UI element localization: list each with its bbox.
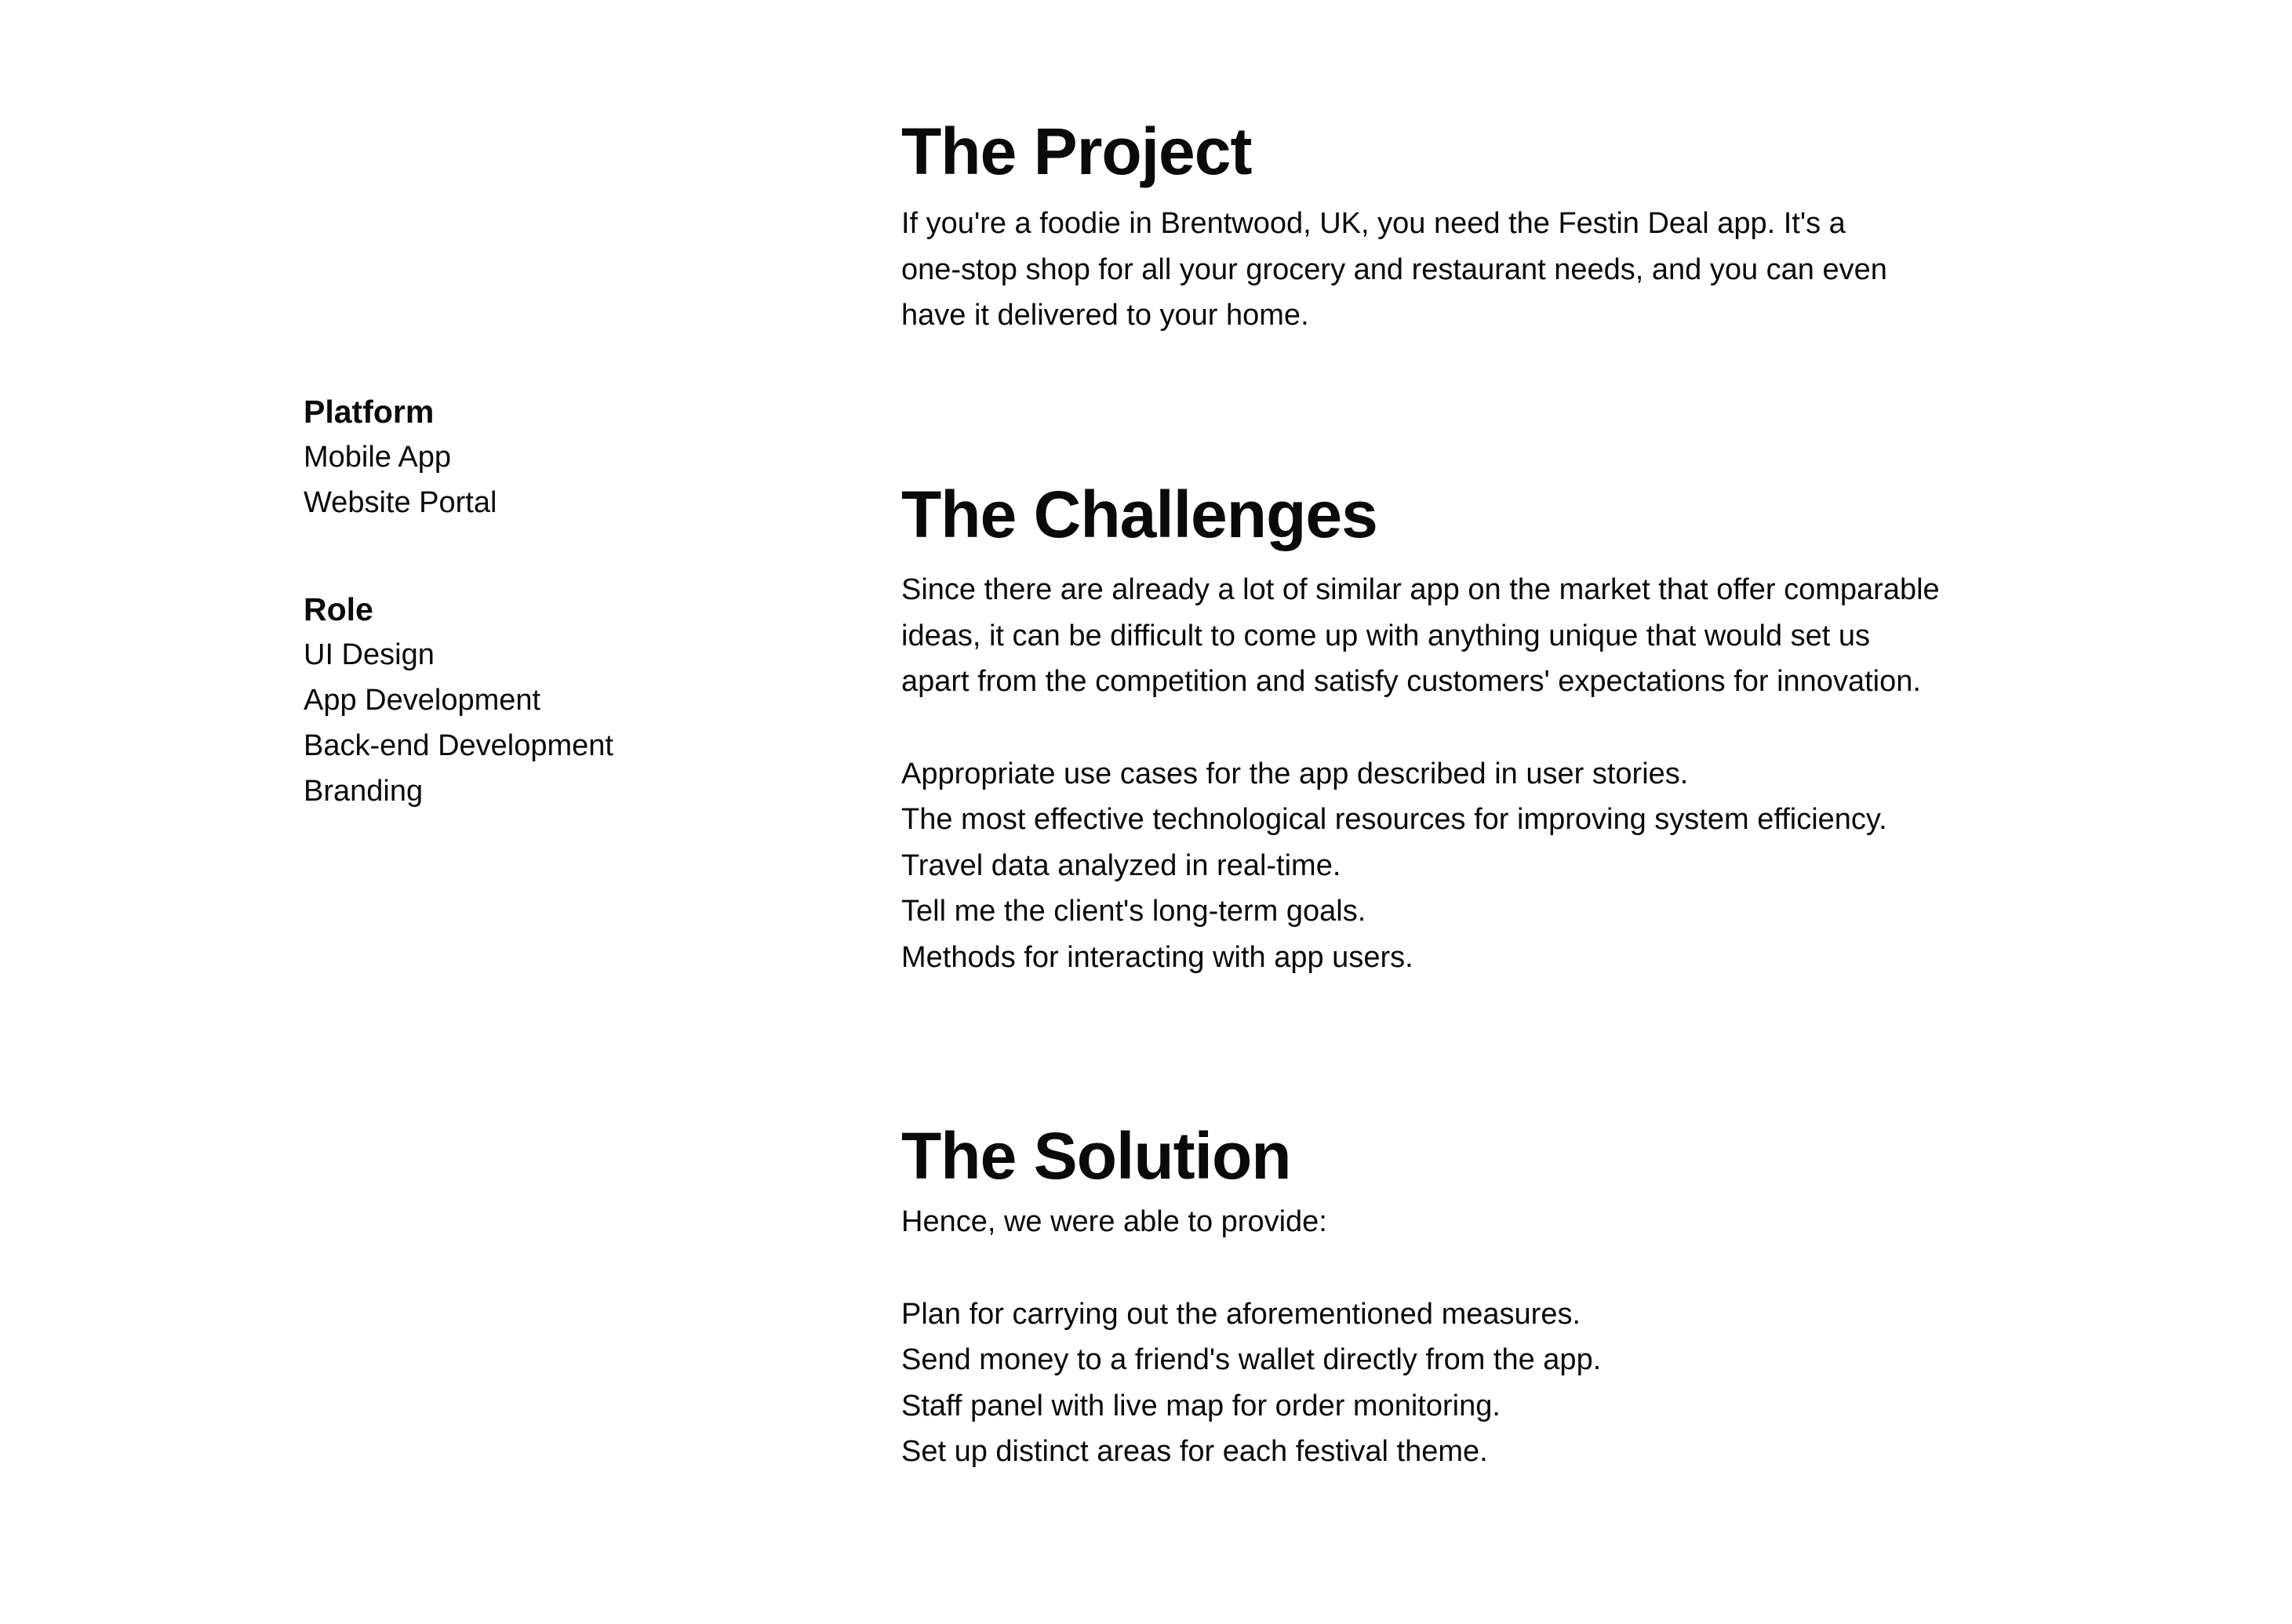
platform-group: [304, 389, 853, 525]
role-item: Branding: [304, 775, 424, 808]
challenges-section: [901, 471, 2015, 980]
platform-item: Mobile App: [304, 441, 452, 474]
project-description-line: have it delivered to your home.: [901, 299, 1309, 332]
project-description-line: one-stop shop for all your grocery and restaurant needs, and you can even: [901, 253, 1887, 286]
project-description: [901, 201, 2015, 339]
platform-heading: Platform: [304, 394, 435, 430]
challenges-intro: [901, 567, 2015, 705]
challenges-list: [901, 751, 2015, 981]
project-details-sidebar: [304, 389, 853, 814]
role-heading: Role: [304, 591, 373, 627]
challenge-item: Methods for interacting with app users.: [901, 940, 1413, 974]
solution-section: [901, 1113, 2015, 1475]
challenge-item: Tell me the client's long-term goals.: [901, 895, 1366, 928]
challenge-item: Travel data analyzed in real-time.: [901, 848, 1341, 882]
challenges-intro-line: ideas, it can be difficult to come up with anything unique that would set us: [901, 619, 1871, 652]
challenges-intro-line: apart from the competition and satisfy customers' expectations for innovation.: [901, 665, 1921, 698]
project-section: [901, 108, 2015, 339]
project-description-line: If you're a foodie in Brentwood, UK, you need the Festin Deal app. It's a: [901, 207, 1846, 240]
platform-list: [304, 434, 853, 525]
challenge-item: The most effective technological resources for improving system efficiency.: [901, 803, 1887, 836]
role-item: App Development: [304, 684, 541, 717]
solution-title: The Solution: [901, 1119, 1291, 1193]
challenge-item: Appropriate use cases for the app described in user stories.: [901, 757, 1689, 790]
platform-item: Website Portal: [304, 486, 497, 519]
solution-list: [901, 1292, 2015, 1475]
role-item: Back-end Development: [304, 729, 613, 762]
solution-intro: Hence, we were able to provide:: [901, 1205, 1327, 1238]
solution-item: Plan for carrying out the aforementioned measures.: [901, 1297, 1581, 1331]
role-item: UI Design: [304, 638, 435, 671]
solution-item: Set up distinct areas for each festival theme.: [901, 1435, 1488, 1468]
project-title: The Project: [901, 114, 1252, 188]
challenges-title: The Challenges: [901, 478, 1377, 551]
role-list: [304, 632, 853, 814]
solution-item: Send money to a friend's wallet directly from the app.: [901, 1343, 1602, 1376]
challenges-intro-line: Since there are already a lot of similar app on the market that offer comparable: [901, 573, 1940, 606]
role-group: [304, 587, 853, 814]
solution-item: Staff panel with live map for order monitoring.: [901, 1389, 1501, 1422]
